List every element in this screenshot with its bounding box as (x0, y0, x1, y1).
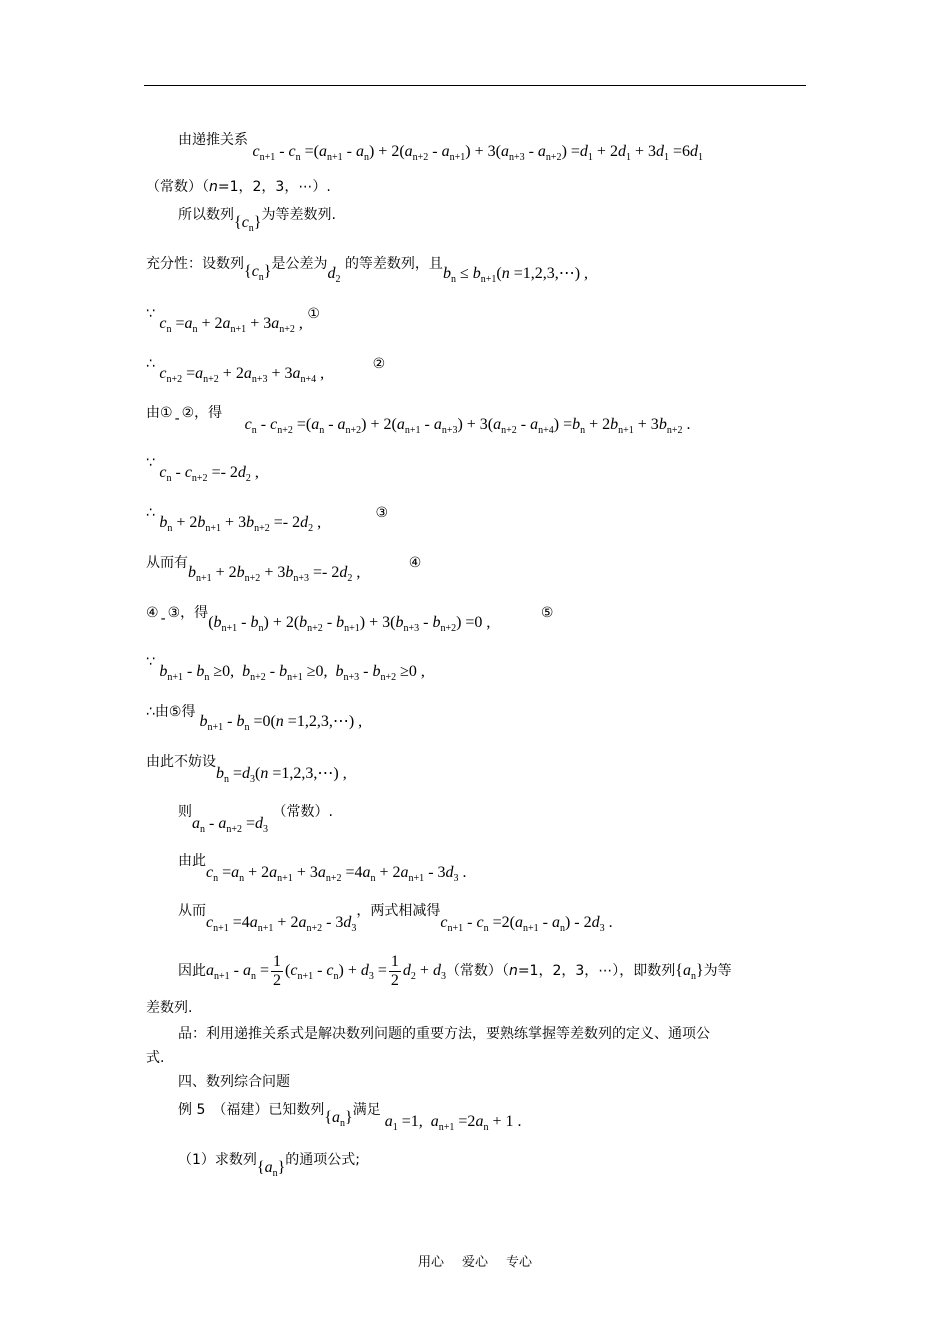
formula-an-set: $\{a_n\}$ (675, 962, 704, 983)
line-comment (178, 1027, 710, 1041)
line-an-d3 (178, 804, 333, 835)
formula-d2: $d_2$ (327, 265, 341, 285)
equation-label-5: ⑤ (540, 605, 554, 621)
text-then: 则 (178, 804, 192, 820)
formula-an-set: $\{a_n\}$ (324, 1109, 353, 1129)
formula-bn-nonneg: $b_{n+1} - b_n \ge 0$, $b_{n+2} - b_{n+1} \ge 0$, $b_{n+3} - b_{n+2} \ge 0$ , (159, 663, 425, 683)
text-range-sequence: =1，2，3，⋯），即数列 (517, 963, 676, 980)
text-arithmetic-sequence: 差数列. (146, 1000, 193, 1016)
formula-bn-d3: $b_n =d_3(n$ =1,2,3,⋯) , (216, 765, 347, 785)
formula-cn1: $c_{n+1} =4a_{n+1} + 2a_{n+2} - 3d_3$ (206, 914, 357, 934)
line-bn-sum-3 (146, 505, 389, 534)
therefore-symbol: ∴ (146, 505, 155, 521)
text-constant-end: （常数）. (272, 804, 333, 820)
line-sufficiency (146, 256, 589, 285)
line-bn-zero (146, 704, 363, 733)
text-is-equal: 为等 (703, 963, 732, 980)
formula-bn-diff-sum: $(b_{n+1} - b_n) + 2(b_{n+2} - b_{n+1}) + 3(b_{n+3} - b_{n+2}) =0$ , (208, 614, 491, 634)
line-example-5 (178, 1102, 522, 1133)
text-2-get: ②，得 (181, 405, 223, 421)
line-bn-nonneg (146, 654, 425, 683)
line-cn1-subtract (178, 903, 613, 934)
equation-label-2: ② (372, 356, 386, 372)
formula-cn-set: $\{c_n\}$ (244, 263, 272, 283)
text-common-difference: 是公差为 (271, 256, 328, 272)
section-heading (178, 1075, 290, 1089)
text-hence: 由此 (178, 853, 206, 869)
text-so-sequence: 所以数列 (178, 207, 234, 223)
text-3-get: ③，得 (167, 605, 209, 621)
footer-word-2: 爱心 (461, 1255, 488, 1270)
formula-an-diff-d3: $a_n - a_{n+2} =d_3$ (192, 815, 268, 835)
text-recurrence-prefix: 由递推关系 (178, 132, 248, 148)
text-constant-paren: （常数）（ (445, 963, 509, 980)
text-thus-have: 从而有 (146, 555, 188, 571)
text-n: n (209, 179, 218, 195)
formula-cn-def: $c_n =a_n + 2a_{n+1} + 3a_{n+2}$ , (159, 315, 303, 335)
formula-cn-set: $\{c_n\}$ (234, 214, 262, 234)
formula-cn-expanded: $c_n =a_n + 2a_{n+1} + 3a_{n+2} =4a_n + 2a_{n+1} - 3d_3$ . (206, 864, 467, 884)
line-subtract-1-2 (146, 405, 691, 436)
line-cn-arithmetic (178, 207, 336, 234)
line-recurrence-relation (178, 132, 704, 163)
formula-bn-inequality: $b_n \le b_{n+1}(n$ =1,2,3,⋯) , (442, 265, 589, 285)
equation-label-3: ③ (375, 505, 389, 521)
therefore-symbol: ∴ (146, 356, 155, 372)
formula-bn1-sum: $b_{n+1} + 2b_{n+2} + 3b_{n+3} =- 2d_2$ , (188, 564, 361, 584)
text-is-arithmetic: 为等差数列. (261, 207, 336, 223)
line-conclusion (178, 953, 732, 990)
formula-an-difference-result: $a_{n+1} - a_n$ = $\frac{1}{2}$ $(c_{n+1} - c_n) + d_3$ = $\frac{1}{2}$ $d_2 + d_3$ (206, 953, 446, 989)
text-sufficiency: 充分性：设数列 (146, 256, 244, 272)
text-n-range: =1，2，3，⋯）. (217, 179, 331, 195)
text-4: ④ (146, 605, 159, 621)
line-cn2-definition (146, 356, 386, 385)
text-subtract-both: ，两式相减得 (356, 903, 441, 919)
equation-label-4: ④ (408, 555, 422, 571)
line-constant-note (146, 180, 331, 194)
formula-cn-minus-cn2: $c_n - c_{n+2} =(a_n - a_{n+2}) + 2(a_{n+1} - a_{n+3}) + 3(a_{n+2} - a_{n+4}) =b_n + 2b_{n+1} + 3b_{n+2}$ . (244, 416, 691, 436)
text-satisfies: 满足 (352, 1102, 381, 1118)
text-thus: 从而 (178, 903, 206, 919)
minus-sign: - (174, 411, 180, 427)
header-rule (144, 85, 806, 86)
formula-initial-recurrence: $a_1 =1$, $a_{n+1} =2a_n + 1$ . (384, 1113, 522, 1133)
because-symbol: ∵ (146, 306, 155, 322)
line-bn-d3 (146, 754, 347, 785)
footer-word-1: 用心 (417, 1255, 444, 1270)
because-symbol: ∵ (146, 654, 155, 670)
formula-cn1-minus-cn: $c_{n+1} - c_n =2(a_{n+1} - a_n) - 2d_3$ . (440, 914, 613, 934)
because-symbol: ∵ (146, 455, 155, 471)
text-assume: 由此不妨设 (146, 754, 216, 770)
text-example-5: 例 5 （福建）已知数列 (178, 1102, 325, 1118)
text-section-heading: 四、数列综合问题 (178, 1074, 290, 1090)
text-n: n (508, 963, 518, 980)
text-from-1: 由① (146, 405, 173, 421)
text-comment: 品：利用递推关系式是解决数列问题的重要方法，要熟练掌握等差数列的定义、通项公 (178, 1026, 710, 1042)
line-comment-end (146, 1051, 164, 1065)
minus-sign: - (160, 611, 166, 627)
formula-an-set: $\{a_n\}$ (256, 1159, 286, 1179)
text-question-1: （1）求数列 (178, 1152, 257, 1168)
footer-word-3: 专心 (506, 1255, 533, 1270)
line-bn1-sum-4 (146, 555, 422, 584)
fraction-one-half: $\frac{1}{2}$ (390, 953, 399, 989)
formula-bn-sum: $b_n + 2b_{n+1} + 3b_{n+2} =- 2d_2$ , (159, 514, 322, 534)
line-cn-definition (146, 306, 320, 335)
text-general-term: 的通项公式; (285, 1152, 361, 1168)
line-question-1 (178, 1152, 361, 1179)
line-cn-expanded (178, 853, 467, 884)
formula-cn-diff-d2: $c_n - c_{n+2} =- 2d_2$ , (159, 464, 259, 484)
formula-bn-zero: $b_{n+1} - b_n =0(n$ =1,2,3,⋯) , (199, 713, 363, 733)
equation-label-1: ① (307, 306, 320, 322)
page-footer (0, 1251, 950, 1270)
line-arithmetic-sequence (146, 1001, 192, 1015)
line-subtract-4-3 (146, 605, 554, 634)
fraction-one-half: $\frac{1}{2}$ (273, 953, 281, 989)
line-cn-diff-d2 (146, 455, 259, 484)
text-from-5: ∴由⑤得 (146, 704, 196, 720)
formula-cn-difference: $c_{n+1} - c_n =(a_{n+1} - a_n) + 2(a_{n+2} - a_{n+1}) + 3(a_{n+3} - a_{n+2}) =d_1 + 2d_1 + 3d_1 =6d_1$ (252, 143, 704, 163)
text-constant: （常数）（ (146, 179, 209, 195)
formula-cn2-def: $c_{n+2} =a_{n+2} + 2a_{n+3} + 3a_{n+4}$ , (159, 365, 325, 385)
text-comment-end: 式. (146, 1050, 165, 1066)
text-therefore: 因此 (178, 963, 206, 980)
text-arithmetic-and: 的等差数列，且 (344, 256, 443, 272)
